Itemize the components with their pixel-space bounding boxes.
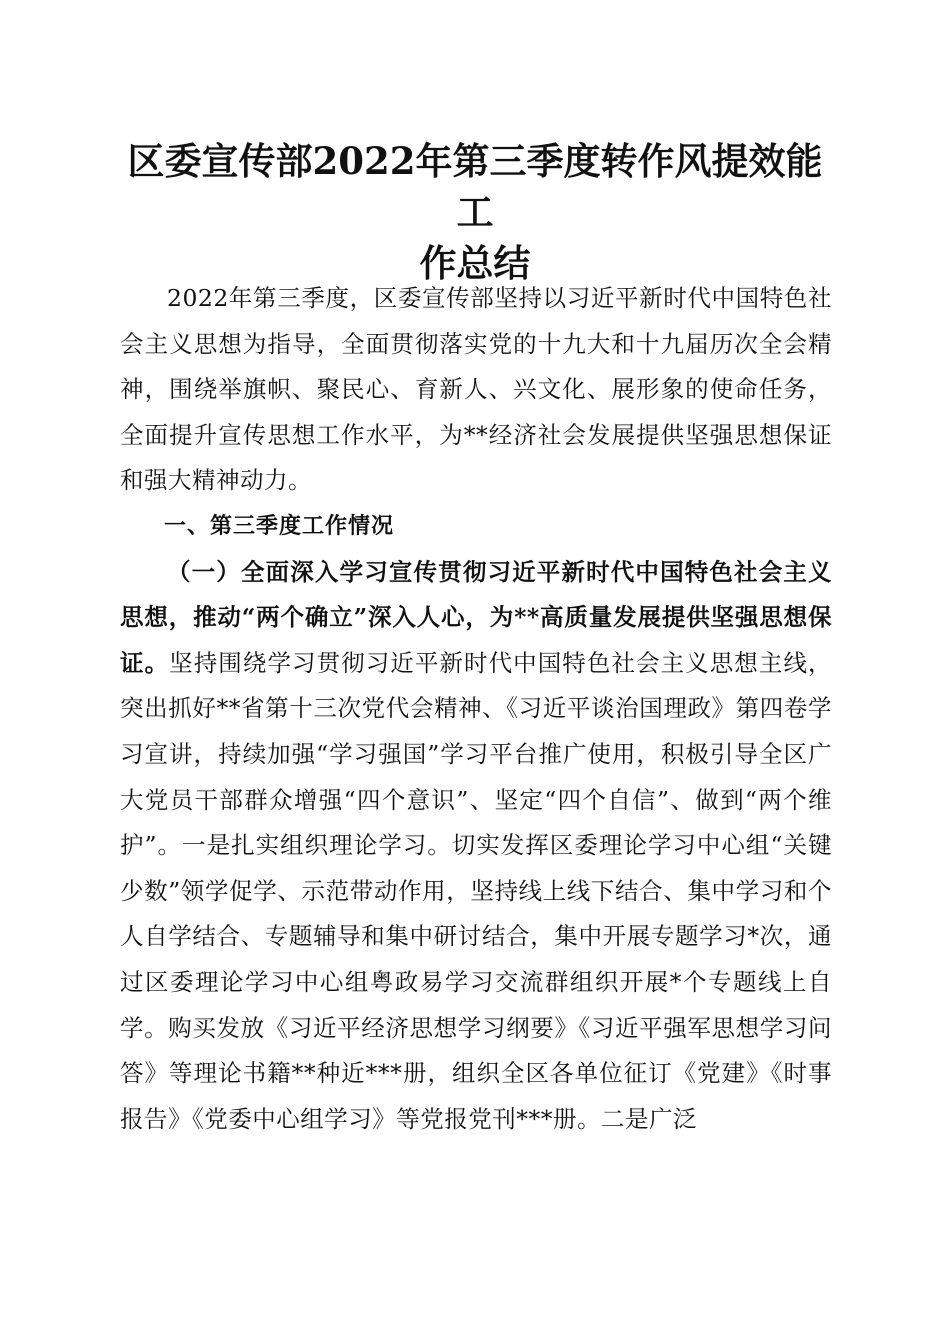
subsection-1-lead: （一）全面深入学习宣传贯彻习近平新时代中国特色社会主义思想，推动“两个确立”深入人心，为**高质量发展提供坚强思想保证。 [120,557,832,677]
title-line-1: 区委宣传部2022年第三季度转作风提效能工 [127,139,823,234]
subsection-1-body: 坚持围绕学习贯彻习近平新时代中国特色社会主义思想主线，突出抓好**省第十三次党代会精神、《习近平谈治国理政》第四卷学习宣讲，持续加强“学习强国”学习平台推广使用，积极引导全区广大党员干部群众增强“四个意识”、坚定“四个自信”、做到“两个维护”。一是扎实组织理论学习。切实发挥区委理论学习中心组“关键少数”领学促学、示范带动作用，坚持线上线下结合、集中学习和个人自学结合、专题辅导和集中研讨结合，集中开展专题学习*次，通过区委理论学习中心组粤政易学习交流群组织开展*个专题线上自学。购买发放《习近平经济思想学习纲要》《习近平强军思想学习问答》等理论书籍**种近***册，组织全区各单位征订《党建》《时事报告》《党委中心组学习》等党报党刊***册。二是广泛 [120,648,833,1133]
intro-paragraph: 2022年第三季度，区委宣传部坚持以习近平新时代中国特色社会主义思想为指导，全面贯彻落实党的十九大和十九届历次全会精神，围绕举旗帜、聚民心、育新人、兴文化、展形象的使命任务，全面提升宣传思想工作水平，为**经济社会发展提供坚强思想保证和强大精神动力。 [120,284,832,495]
document-body [120,276,832,1142]
subsection-1-paragraph [120,550,832,1143]
document-title [110,136,840,289]
title-line-2: 作总结 [419,241,531,285]
section-heading-1: 一、第三季度工作情况 [164,513,395,539]
